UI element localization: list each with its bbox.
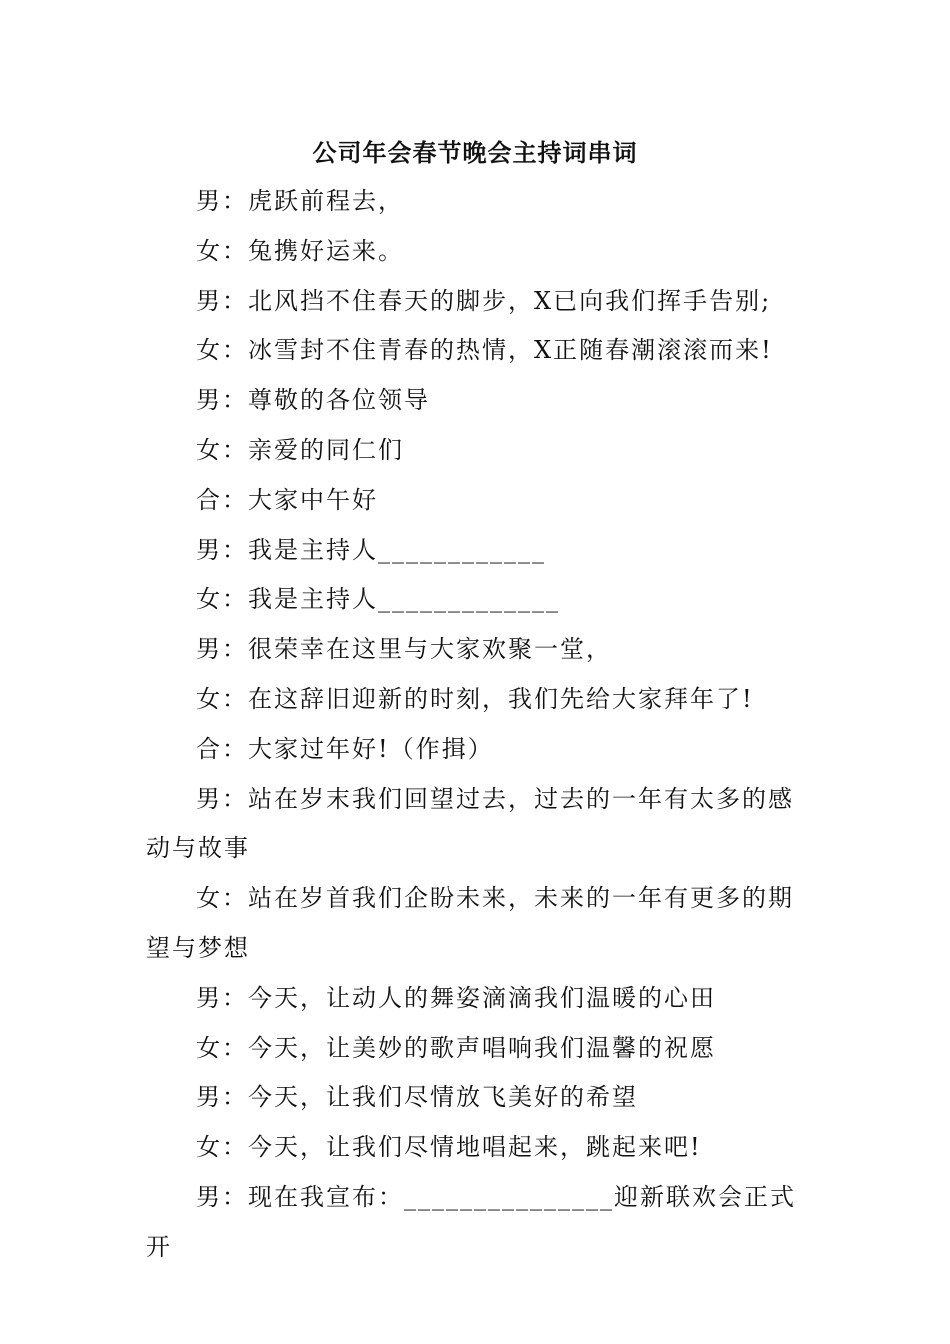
paragraph: 男：现在我宣布：_______________迎新联欢会正式开 (146, 1182, 796, 1261)
paragraph: 合：大家中午好 (196, 485, 378, 514)
paragraph: 女：今天，让美妙的歌声唱响我们温馨的祝愿 (196, 1033, 716, 1062)
paragraph: 男：今天，让动人的舞姿滴滴我们温暖的心田 (196, 983, 716, 1012)
paragraph: 男：虎跃前程去， (196, 187, 404, 215)
paragraph: 女：在这辞旧迎新的时刻，我们先给大家拜年了! (196, 684, 754, 713)
paragraph: 女：今天，让我们尽情地唱起来，跳起来吧! (196, 1133, 702, 1162)
paragraph: 男：北风挡不住春天的脚步，X已向我们挥手告别; (196, 286, 772, 315)
document-body (146, 177, 810, 1273)
paragraph: 女：冰雪封不住青春的热情，X正随春潮滚滚而来! (196, 336, 773, 365)
paragraph: 男：尊敬的各位领导 (196, 386, 430, 415)
document-title: 公司年会春节晚会主持词串词 (312, 139, 638, 167)
paragraph: 男：很荣幸在这里与大家欢聚一堂， (196, 635, 612, 664)
paragraph: 男：今天，让我们尽情放飞美好的希望 (196, 1083, 638, 1112)
paragraph: 男：站在岁末我们回望过去，过去的一年有太多的感动与故事 (146, 784, 794, 863)
paragraph: 男：我是主持人____________ (196, 535, 546, 564)
paragraph: 合：大家过年好!（作揖） (196, 734, 494, 763)
paragraph: 女：兔携好运来。 (196, 236, 404, 265)
paragraph: 女：亲爱的同仁们 (196, 435, 404, 464)
paragraph: 女：我是主持人_____________ (196, 585, 560, 614)
paragraph: 女：站在岁首我们企盼未来，未来的一年有更多的期望与梦想 (146, 884, 794, 962)
